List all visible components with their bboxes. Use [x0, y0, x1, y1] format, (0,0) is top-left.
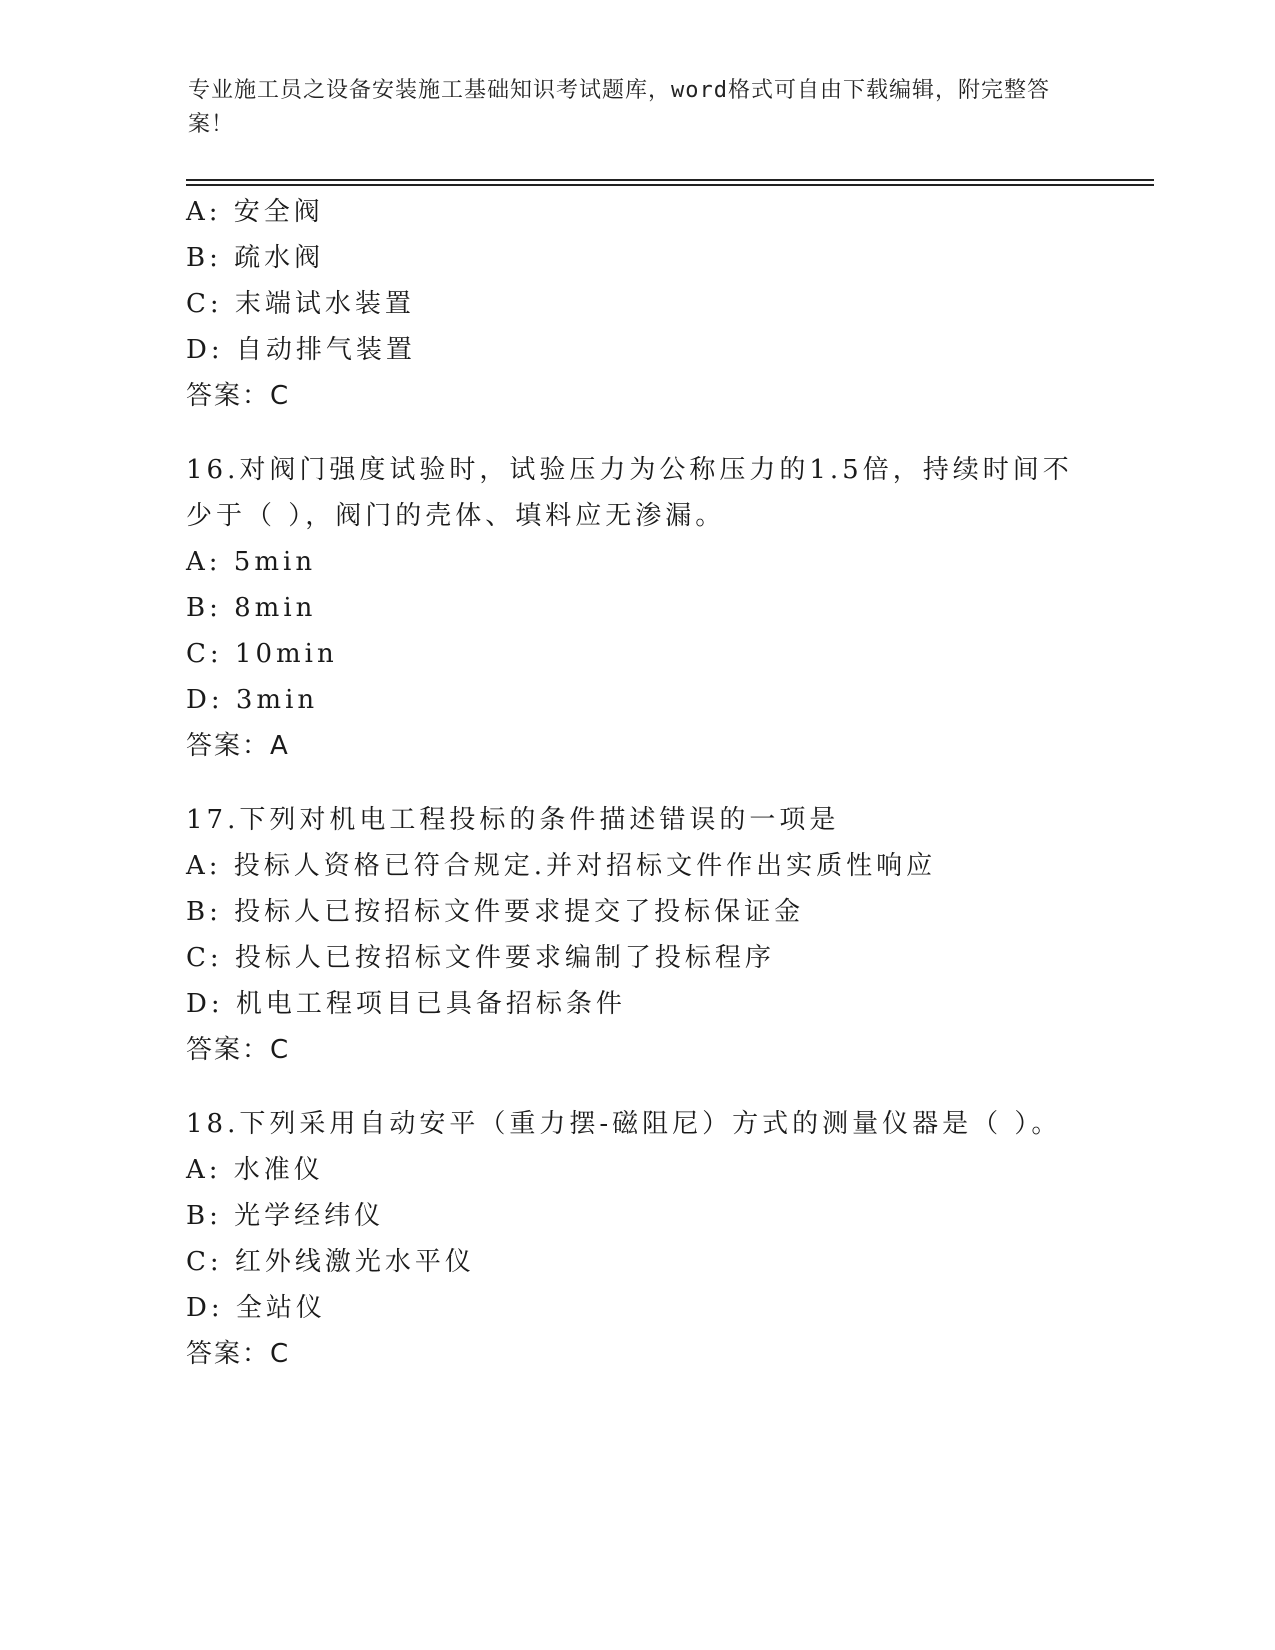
question-18	[186, 1101, 1146, 1377]
answer: 答案：C	[186, 1035, 291, 1065]
question-stem: 18.下列采用自动安平（重力摆-磁阻尼）方式的测量仪器是（ ）。	[186, 1109, 1062, 1139]
option-b: B: 疏水阀	[186, 243, 325, 273]
option-c: C: 末端试水装置	[186, 289, 415, 319]
answer: 答案：A	[186, 731, 290, 761]
option-c: C: 投标人已按招标文件要求编制了投标程序	[186, 943, 775, 973]
option-b: B: 8min	[186, 593, 317, 623]
option-c: C: 红外线激光水平仪	[186, 1247, 475, 1277]
option-a: A: 5min	[186, 547, 317, 577]
answer: 答案：C	[186, 381, 291, 411]
header-rule-bottom	[186, 184, 1154, 186]
question-stem: 16.对阀门强度试验时，试验压力为公称压力的1.5倍，持续时间不少于（ ），阀门的壳体、填料应无渗漏。	[186, 455, 1073, 531]
header-rule-top	[186, 179, 1154, 181]
option-d: D: 自动排气装置	[186, 335, 416, 365]
option-b: B: 投标人已按招标文件要求提交了投标保证金	[186, 897, 805, 927]
option-d: D: 3min	[186, 685, 319, 715]
question-15-continued	[186, 189, 1146, 419]
question-list	[186, 189, 1146, 1405]
option-d: D: 机电工程项目已具备招标条件	[186, 989, 626, 1019]
question-16	[186, 447, 1146, 769]
option-a: A: 水准仪	[186, 1155, 324, 1185]
option-a: A: 安全阀	[186, 197, 324, 227]
option-c: C: 10min	[186, 639, 338, 669]
question-stem: 17.下列对机电工程投标的条件描述错误的一项是	[186, 805, 840, 835]
question-17	[186, 797, 1146, 1073]
option-a: A: 投标人资格已符合规定.并对招标文件作出实质性响应	[186, 851, 937, 881]
option-b: B: 光学经纬仪	[186, 1201, 385, 1231]
answer: 答案：C	[186, 1339, 291, 1369]
option-d: D: 全站仪	[186, 1293, 326, 1323]
document-header: 专业施工员之设备安装施工基础知识考试题库，word格式可自由下载编辑，附完整答案！	[188, 78, 1050, 137]
